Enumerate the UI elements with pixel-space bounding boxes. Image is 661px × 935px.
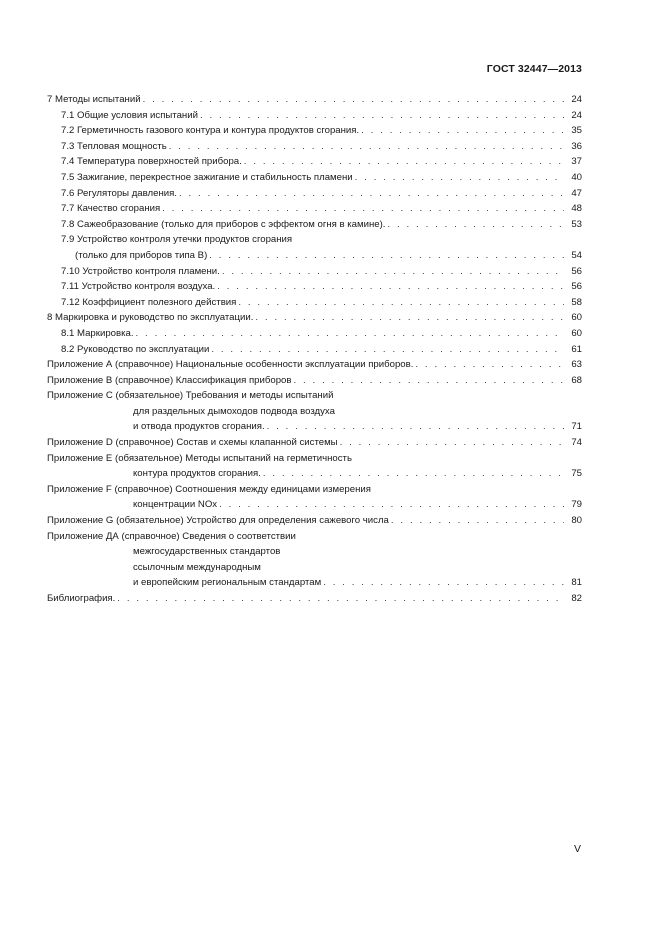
toc-entry-page: 60 xyxy=(571,312,582,324)
toc-entry-page: 47 xyxy=(571,187,582,199)
dot-leader xyxy=(169,139,564,155)
toc-entry-title-line-2: для раздельных дымоходов подвода воздуха xyxy=(133,405,335,417)
dot-leader xyxy=(136,326,564,342)
toc-entry-title: 7.8 Сажеобразование (только для приборов с эффектом огня в камине). xyxy=(61,218,386,230)
toc-entry-page: 58 xyxy=(571,296,582,308)
toc-entry-page: 56 xyxy=(571,265,582,277)
toc-entry-page: 40 xyxy=(571,171,582,183)
toc-entry-7-2[interactable] xyxy=(47,123,582,139)
toc-entry-page: 37 xyxy=(571,156,582,168)
dot-leader xyxy=(244,154,564,170)
toc-entry-title-line-2: концентрации NOх xyxy=(133,499,218,511)
toc-entry-7-10[interactable] xyxy=(47,264,582,280)
toc-entry-page: 48 xyxy=(571,203,582,215)
toc-entry-appendix-c[interactable] xyxy=(47,388,582,435)
toc-entry-title: 7.10 Устройство контроля пламени. xyxy=(61,265,220,277)
dot-leader xyxy=(267,419,564,435)
toc-entry-bibliography[interactable] xyxy=(47,591,582,607)
toc-entry-title-line-2: (только для приборов типа В) xyxy=(75,249,208,261)
toc-entry-7-11[interactable] xyxy=(47,279,582,295)
dot-leader xyxy=(323,575,564,591)
toc-entry-page: 56 xyxy=(571,281,582,293)
toc-entry-title-line-1: Приложение F (справочное) Соотношения между единицами измерения xyxy=(47,483,371,495)
dot-leader xyxy=(361,123,564,139)
toc-entry-page: 80 xyxy=(571,515,582,527)
toc-entry-appendix-da[interactable] xyxy=(47,529,582,591)
toc-entry-title: 7 Методы испытаний xyxy=(47,94,141,105)
toc-entry-title: 8 Маркировка и руководство по эксплуатации. xyxy=(47,312,254,324)
toc-entry-page: 53 xyxy=(571,218,582,230)
toc-entry-page: 75 xyxy=(571,468,582,480)
toc-entry-title-line-4: и европейским региональным стандартам xyxy=(133,577,322,589)
toc-entry-8-2[interactable] xyxy=(47,342,582,358)
toc-entry-title-line-1: Приложение Е (обязательное) Методы испытаний на герметичность xyxy=(47,452,352,464)
toc-entry-appendix-b[interactable] xyxy=(47,373,582,389)
toc-entry-page: 36 xyxy=(571,140,582,152)
toc-entry-title: Библиография. xyxy=(47,593,116,604)
toc-entry-appendix-d[interactable] xyxy=(47,435,582,451)
toc-entry-page: 81 xyxy=(571,577,582,589)
toc-entry-page: 63 xyxy=(571,359,582,371)
dot-leader xyxy=(255,310,564,326)
toc-entry-7-7[interactable] xyxy=(47,201,582,217)
toc-entry-page: 24 xyxy=(571,109,582,121)
toc-entry-page: 61 xyxy=(571,343,582,355)
toc-entry-page: 74 xyxy=(571,437,582,449)
toc-entry-7-1[interactable] xyxy=(47,108,582,124)
toc-entry-title-line-1: 7.9 Устройство контроля утечки продуктов сгорания xyxy=(61,234,293,246)
toc-entry-page: 79 xyxy=(571,499,582,511)
dot-leader xyxy=(355,170,564,186)
toc-entry-8[interactable] xyxy=(47,310,582,326)
toc-entry-7-6[interactable] xyxy=(47,186,582,202)
toc-entry-8-1[interactable] xyxy=(47,326,582,342)
toc-entry-page: 68 xyxy=(571,374,582,386)
toc-entry-title: Приложение В (справочное) Классификация приборов xyxy=(47,374,292,386)
dot-leader xyxy=(222,264,564,280)
toc-entry-title: 7.2 Герметичность газового контура и контура продуктов сгорания. xyxy=(61,125,360,137)
toc-entry-title: 8.2 Руководство по эксплуатации xyxy=(61,343,210,355)
toc-entry-7-8[interactable] xyxy=(47,217,582,233)
dot-leader xyxy=(162,201,564,217)
dot-leader xyxy=(200,108,564,124)
toc-entry-7[interactable] xyxy=(47,92,582,108)
dot-leader xyxy=(211,342,564,358)
dot-leader xyxy=(238,295,564,311)
toc-entry-title: Приложение D (справочное) Состав и схемы клапанной системы xyxy=(47,437,338,449)
toc-entry-title-line-2: межгосударственных стандартов xyxy=(133,546,281,558)
toc-entry-page: 71 xyxy=(571,421,582,433)
toc-entry-7-4[interactable] xyxy=(47,154,582,170)
dot-leader xyxy=(117,591,564,607)
toc-entry-appendix-g[interactable] xyxy=(47,513,582,529)
dot-leader xyxy=(340,435,564,451)
table-of-contents xyxy=(47,92,582,607)
dot-leader xyxy=(209,248,564,264)
dot-leader xyxy=(415,357,564,373)
dot-leader xyxy=(391,513,564,529)
toc-entry-title-line-1: Приложение С (обязательное) Требования и методы испытаний xyxy=(47,390,334,402)
toc-entry-title: 7.12 Коэффициент полезного действия xyxy=(61,296,237,308)
page-number: V xyxy=(574,843,582,855)
toc-entry-title: Приложение G (обязательное) Устройство для определения сажевого числа xyxy=(47,515,389,527)
toc-entry-7-5[interactable] xyxy=(47,170,582,186)
toc-entry-appendix-f[interactable] xyxy=(47,482,582,513)
toc-entry-title: 7.1 Общие условия испытаний xyxy=(61,109,198,121)
toc-entry-page: 35 xyxy=(571,125,582,137)
toc-entry-page: 60 xyxy=(571,327,582,339)
toc-entry-7-3[interactable] xyxy=(47,139,582,155)
toc-entry-page: 24 xyxy=(571,94,582,105)
dot-leader xyxy=(143,92,564,108)
toc-entry-title-line-3: ссылочным международным xyxy=(133,561,261,573)
dot-leader xyxy=(217,279,564,295)
toc-entry-title: 8.1 Маркировка. xyxy=(61,327,134,339)
toc-entry-appendix-a[interactable] xyxy=(47,357,582,373)
toc-entry-title: 7.5 Зажигание, перекрестное зажигание и стабильность пламени xyxy=(61,171,353,183)
toc-entry-page: 82 xyxy=(571,593,582,604)
dot-leader xyxy=(293,373,564,389)
toc-entry-title: 7.3 Тепловая мощность xyxy=(61,140,167,152)
dot-leader xyxy=(263,466,564,482)
toc-entry-title-line-3: и отвода продуктов сгорания. xyxy=(133,421,265,433)
dot-leader xyxy=(179,186,564,202)
toc-entry-7-9[interactable] xyxy=(47,232,582,263)
toc-entry-title-line-1: Приложение ДА (справочное) Сведения о соответствии xyxy=(47,530,296,542)
toc-entry-title: 7.7 Качество сгорания xyxy=(61,203,161,215)
toc-entry-appendix-e[interactable] xyxy=(47,451,582,482)
toc-entry-title: 7.6 Регуляторы давления. xyxy=(61,187,177,199)
toc-entry-title: 7.11 Устройство контроля воздуха. xyxy=(61,281,216,293)
toc-entry-page: 54 xyxy=(571,249,582,261)
toc-entry-title: Приложение А (справочное) Национальные особенности эксплуатации приборов. xyxy=(47,359,414,371)
dot-leader xyxy=(219,497,564,513)
toc-entry-title: 7.4 Температура поверхностей прибора. xyxy=(61,156,242,168)
toc-entry-title-line-2: контура продуктов сгорания. xyxy=(133,468,261,480)
dot-leader xyxy=(387,217,564,233)
toc-entry-7-12[interactable] xyxy=(47,295,582,311)
document-standard-header: ГОСТ 32447—2013 xyxy=(486,63,582,75)
